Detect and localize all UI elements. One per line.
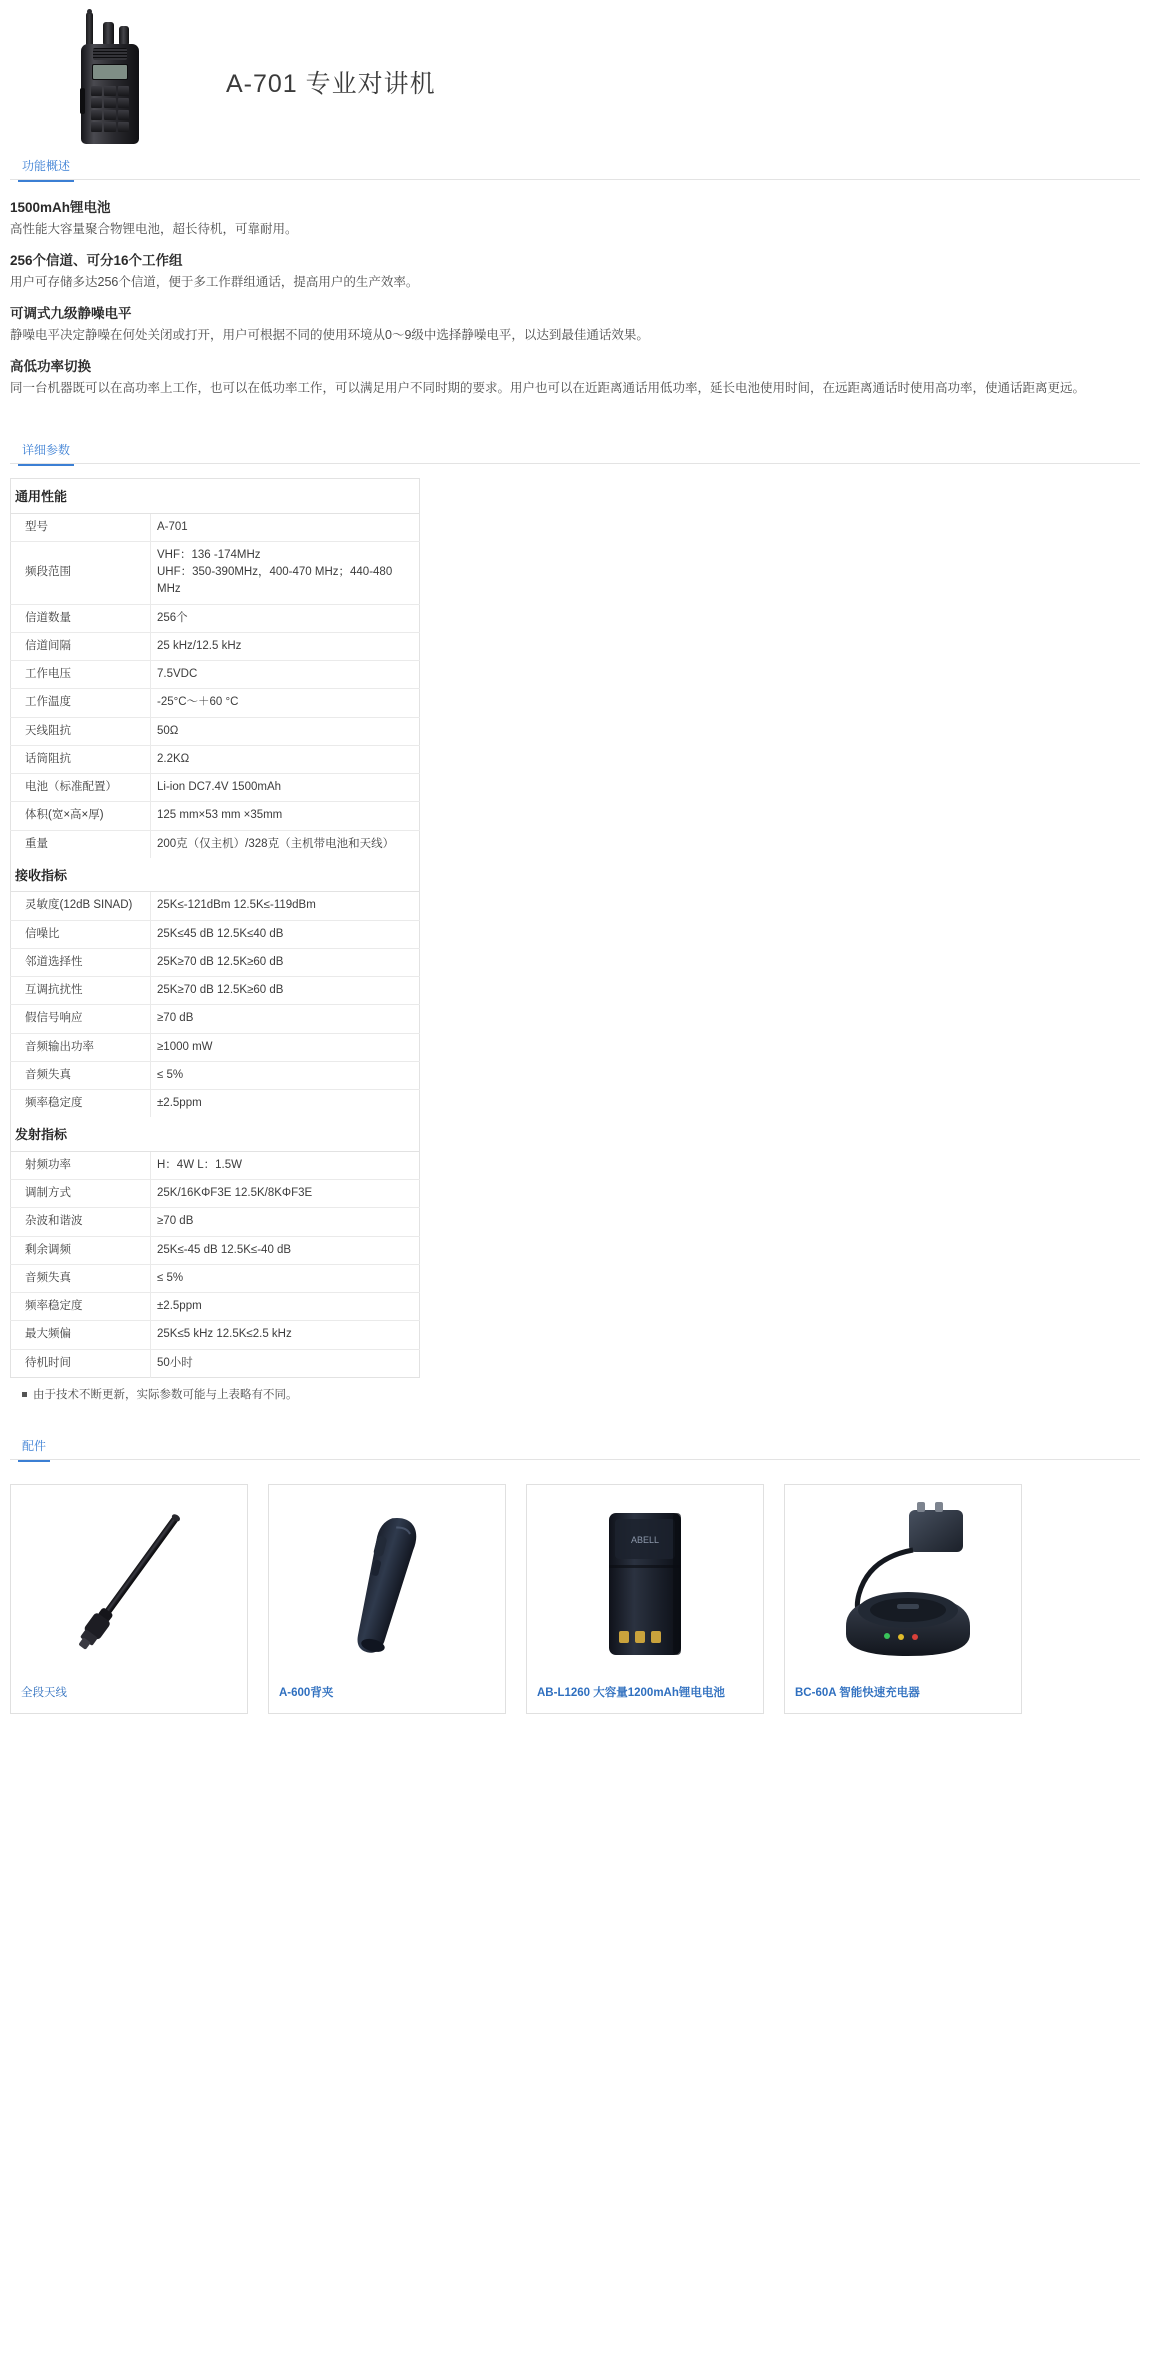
spec-key: 频段范围: [11, 541, 151, 604]
tab-specs[interactable]: 详细参数: [10, 435, 82, 466]
table-row: [11, 541, 420, 604]
spec-value: 25K≤-121dBm 12.5K≤-119dBm: [157, 899, 316, 912]
spec-note-text: 由于技术不断更新，实际参数可能与上表略有不同。: [33, 1388, 298, 1401]
table-row: [11, 1033, 420, 1061]
spec-value: 2.2KΩ: [151, 745, 420, 773]
spec-key: 最大频偏: [11, 1321, 151, 1349]
spec-value: 25K≥70 dB 12.5K≥60 dB: [151, 977, 420, 1005]
spec-key: 工作电压: [11, 661, 151, 689]
spec-table: [10, 478, 420, 1378]
spec-key: 射频功率: [11, 1151, 151, 1179]
table-row: [11, 1005, 420, 1033]
spec-key: 音频输出功率: [11, 1033, 151, 1061]
product-image: [30, 12, 190, 152]
spec-value: Li-ion DC7.4V 1500mAh: [151, 774, 420, 802]
charger-icon: [813, 1500, 993, 1670]
table-row: [11, 745, 420, 773]
spec-value: 25K≤5 kHz 12.5K≤2.5 kHz: [151, 1321, 420, 1349]
spec-value: [151, 541, 420, 604]
table-row: [11, 892, 420, 920]
spec-value: ≥1000 mW: [151, 1033, 420, 1061]
spec-key: 音频失真: [11, 1061, 151, 1089]
page-title: A-701 专业对讲机: [226, 70, 436, 98]
spec-value: ≤ 5%: [151, 1264, 420, 1292]
tab-features[interactable]: 功能概述: [10, 151, 82, 182]
spec-note: [22, 1386, 1140, 1402]
spec-value: 50Ω: [151, 717, 420, 745]
spec-key: 天线阻抗: [11, 717, 151, 745]
walkie-talkie-icon: [79, 12, 141, 144]
table-row: [11, 1061, 420, 1089]
spec-key: 电池（标准配置）: [11, 774, 151, 802]
spec-value: A-701: [157, 520, 188, 533]
spec-key: 工作温度: [11, 689, 151, 717]
spec-key: 调制方式: [11, 1180, 151, 1208]
bullet-square-icon: [22, 1392, 27, 1397]
spec-key: 体积(宽×高×厚): [11, 802, 151, 830]
spec-value: 200克（仅主机）/328克（主机带电池和天线）: [151, 830, 420, 858]
spec-value: 25K≤45 dB 12.5K≤40 dB: [151, 920, 420, 948]
table-row: [11, 1236, 420, 1264]
table-row: [11, 689, 420, 717]
spec-value: 25 kHz/12.5 kHz: [151, 632, 420, 660]
table-row: [11, 1090, 420, 1118]
accessory-card[interactable]: [784, 1484, 1022, 1714]
spec-key: 信噪比: [11, 920, 151, 948]
feature-body: 高性能大容量聚合物锂电池，超长待机，可靠耐用。: [10, 222, 298, 236]
table-row: [11, 1151, 420, 1179]
table-row: [11, 1208, 420, 1236]
table-row: [11, 513, 420, 541]
spec-value-line2: UHF：350-390MHz，400-470 MHz；440-480 MHz: [157, 566, 393, 596]
spec-value: ≥70 dB: [151, 1208, 420, 1236]
specs-tab-bar: [10, 434, 1140, 464]
antenna-icon: [54, 1500, 204, 1670]
spec-value: 256个: [151, 604, 420, 632]
accessory-label: BC-60A 智能快速充电器: [795, 1686, 920, 1699]
spec-value: 25K≤-45 dB 12.5K≤-40 dB: [151, 1236, 420, 1264]
spec-group-title: 发射指标: [11, 1117, 420, 1151]
table-row: [11, 632, 420, 660]
spec-key: 剩余调频: [11, 1236, 151, 1264]
spec-value: ≤ 5%: [151, 1061, 420, 1089]
features-tab-bar: [10, 150, 1140, 180]
spec-value: ≥70 dB: [151, 1005, 420, 1033]
spec-key: 灵敏度(12dB SINAD): [11, 892, 151, 920]
spec-key: 待机时间: [11, 1349, 151, 1377]
table-row: [11, 1264, 420, 1292]
table-row: [11, 1321, 420, 1349]
spec-group-header: [11, 479, 420, 514]
accessory-card[interactable]: [268, 1484, 506, 1714]
accessory-label: A-600背夹: [279, 1686, 334, 1699]
spec-value: 125 mm×53 mm ×35mm: [151, 802, 420, 830]
spec-key: 假信号响应: [11, 1005, 151, 1033]
tab-accessories[interactable]: 配件: [10, 1431, 58, 1462]
accessories-grid: [10, 1484, 1140, 1714]
table-row: [11, 717, 420, 745]
accessory-image: [527, 1485, 763, 1685]
spec-key: 重量: [11, 830, 151, 858]
spec-value: H：4W L：1.5W: [157, 1158, 242, 1171]
table-row: [11, 774, 420, 802]
spec-key: 信道间隔: [11, 632, 151, 660]
feature-title: 256个信道、可分16个工作组: [10, 253, 183, 268]
spec-group-title: 接收指标: [11, 858, 420, 892]
spec-key: 音频失真: [11, 1264, 151, 1292]
hero-section: [0, 0, 1150, 150]
accessory-image: [785, 1485, 1021, 1685]
features-section: [0, 180, 1150, 416]
table-row: [11, 1293, 420, 1321]
spec-value: 25K≥70 dB 12.5K≥60 dB: [151, 948, 420, 976]
battery-icon: [585, 1505, 705, 1665]
spec-value-line1: VHF：136 -174MHz: [157, 548, 261, 561]
feature-title: 可调式九级静噪电平: [10, 306, 132, 321]
belt-clip-icon: [322, 1505, 452, 1665]
spec-value: 7.5VDC: [151, 661, 420, 689]
spec-key: 型号: [11, 513, 151, 541]
feature-body: 用户可存储多达256个信道，便于多工作群组通话，提高用户的生产效率。: [10, 275, 419, 289]
spec-key: 邻道选择性: [11, 948, 151, 976]
spec-key: 频率稳定度: [11, 1090, 151, 1118]
table-row: [11, 661, 420, 689]
spec-section: [0, 464, 1150, 1402]
table-row: [11, 1349, 420, 1377]
spec-key: 杂波和谐波: [11, 1208, 151, 1236]
table-row: [11, 802, 420, 830]
accessory-label: 全段天线: [21, 1686, 67, 1699]
spec-value: ±2.5ppm: [151, 1090, 420, 1118]
accessory-image: [269, 1485, 505, 1685]
table-row: [11, 830, 420, 858]
spec-key: 话筒阻抗: [11, 745, 151, 773]
accessories-tab-bar: [10, 1430, 1140, 1460]
accessory-card[interactable]: [526, 1484, 764, 1714]
accessories-section: [0, 1460, 1150, 1714]
feature-title: 高低功率切换: [10, 359, 91, 374]
spec-key: 互调抗扰性: [11, 977, 151, 1005]
table-row: [11, 977, 420, 1005]
spec-group-header: [11, 1117, 420, 1151]
svg-text:ABELL: ABELL: [630, 1534, 660, 1545]
spec-value: 25K/16KΦF3E 12.5K/8KΦF3E: [151, 1180, 420, 1208]
spec-group-header: [11, 858, 420, 892]
table-row: [11, 604, 420, 632]
accessory-card[interactable]: [10, 1484, 248, 1714]
table-row: [11, 1180, 420, 1208]
spec-key: 频率稳定度: [11, 1293, 151, 1321]
table-row: [11, 920, 420, 948]
spec-key: 信道数量: [11, 604, 151, 632]
accessory-image: [11, 1485, 247, 1685]
feature-title: 1500mAh锂电池: [10, 200, 111, 215]
feature-body: 同一台机器既可以在高功率上工作，也可以在低功率工作，可以满足用户不同时期的要求。用户也可以在近距离通话用低功率，延长电池使用时间，在远距离通话时使用高功率，使通话距离更远。: [10, 381, 1086, 395]
table-row: [11, 948, 420, 976]
spec-value: 50小时: [151, 1349, 420, 1377]
feature-body: 静噪电平决定静噪在何处关闭或打开，用户可根据不同的使用环境从0～9级中选择静噪电平，以达到最佳通话效果。: [10, 328, 649, 342]
spec-value: ±2.5ppm: [151, 1293, 420, 1321]
spec-group-title: 通用性能: [11, 479, 420, 514]
spec-value: -25°C～＋60 °C: [151, 689, 420, 717]
accessory-label: AB-L1260 大容量1200mAh锂电电池: [537, 1686, 725, 1699]
